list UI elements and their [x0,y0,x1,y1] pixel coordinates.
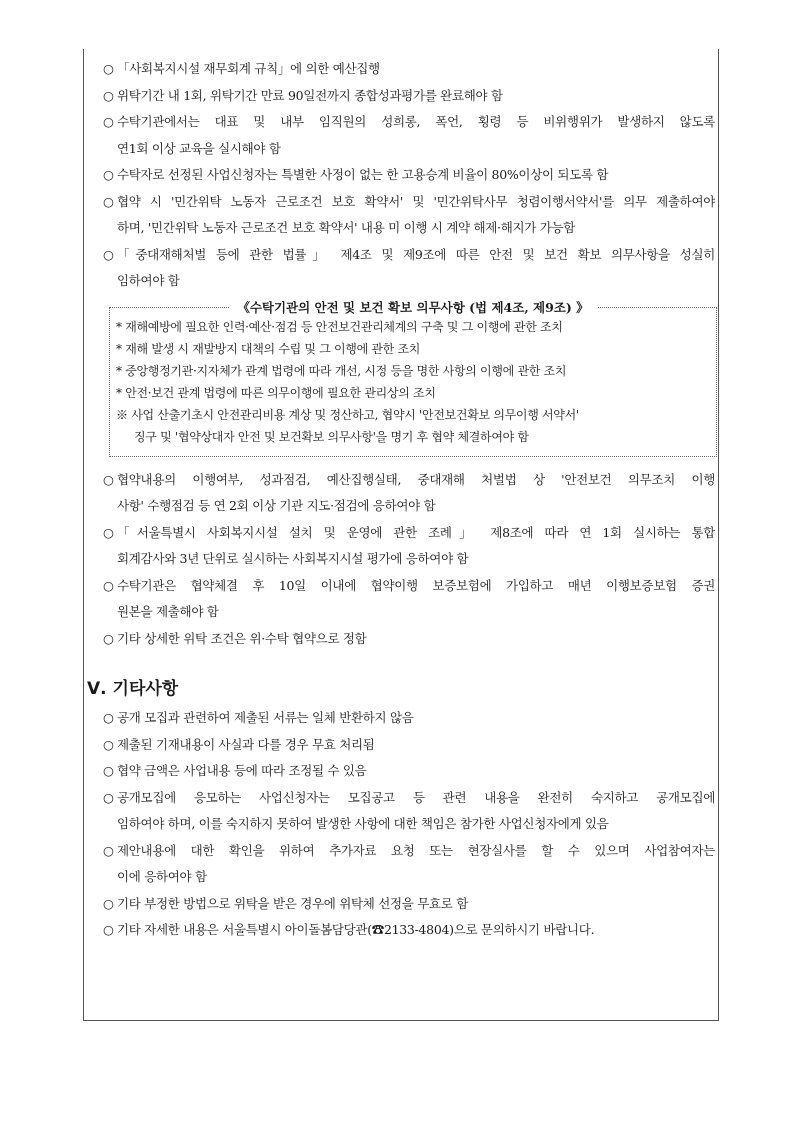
bullet-circle-icon: ○ [103,114,114,129]
condition-item [103,626,715,653]
item-text-line: 하며, '민간위탁 노동자 근로조건 보호 확약서' 내용 미 이행 시 계약 해제·해지가 가능함 [117,220,576,235]
other-matters-list [103,705,715,944]
safety-box-row: ※ 사업 산출기초시 안전관리비용 계상 및 정산하고, 협약시 '안전보건확보 의무이행 서약서' [116,407,579,422]
condition-item [103,242,715,295]
bullet-circle-icon: ○ [103,193,114,209]
item-text-line: 「중대재해처벌 등에 관한 법률」 제4조 및 제9조에 따른 안전 및 보건 확보 의무사항을 성실히 [117,246,715,262]
conditions-list-continued [103,467,715,653]
item-text-line: 회계감사와 3년 단위로 실시하는 사회복지시설 평가에 응하여야 함 [117,551,469,566]
bullet-circle-icon: ○ [103,577,114,593]
item-text-line: 연1회 이상 교육을 실시해야 함 [117,140,281,156]
safety-obligations-box [109,299,717,457]
condition-item [103,109,715,162]
bullet-circle-icon: ○ [103,922,114,937]
condition-item [103,467,715,520]
bullet-circle-icon: ○ [103,61,114,76]
condition-item [103,189,715,242]
other-matter-item [103,785,715,838]
item-text-line: 「서울특별시 사회복지시설 설치 및 운영에 관한 조례」 제8조에 따라 연 1회 실시하는 통합 [117,524,715,540]
item-text-line: 수탁자로 선정된 사업신청자는 특별한 사정이 없는 한 고용승계 비율이 80%이상이 되도록 함 [117,167,609,182]
bullet-circle-icon: ○ [103,736,114,752]
bullet-circle-icon: ○ [103,471,114,487]
item-text-line: 이에 응하여야 함 [117,869,207,884]
safety-box-rows [116,316,710,448]
item-text-line: 제안내용에 대한 확인을 위하여 추가자료 요청 또는 현장실사를 할 수 있으며 사업참여자는 [117,842,715,858]
item-text-line: 수탁기관에서는 대표 및 내부 임직원의 성희롱, 폭언, 횡령 등 비위행위가 발생하지 않도록 [117,114,715,129]
other-matter-item [103,891,715,918]
item-text-line: 「사회복지시설 재무회계 규칙」에 의한 예산집행 [117,61,380,76]
item-text-line: 사항' 수행점검 등 연 2회 이상 기관 지도·점검에 응하여야 함 [117,498,436,513]
safety-box-title [110,298,716,316]
condition-item [103,56,715,83]
condition-item [103,162,715,189]
item-text-line: 기타 자세한 내용은 서울특별시 아이돌봄담당관(☎2133-4804)으로 문의하시기 바랍니다. [117,922,595,937]
bullet-circle-icon: ○ [103,763,114,778]
item-text-line: 기타 상세한 위탁 조건은 위·수탁 협약으로 정함 [117,630,367,646]
other-matter-item [103,917,715,944]
item-text-line: 제출된 기재내용이 사실과 다를 경우 무효 처리됨 [117,736,375,752]
other-matter-item [103,732,715,759]
item-text-line: 임하여야 함 [117,273,180,288]
item-text-line: 원본을 제출해야 함 [117,604,219,619]
bullet-circle-icon: ○ [103,895,114,911]
bullet-circle-icon: ○ [103,87,114,103]
safety-box-title-text: 《수탁기관의 안전 및 보건 확보 의무사항 (법 제4조, 제9조) 》 [229,300,596,315]
safety-box-row: * 재해 발생 시 재발방지 대책의 수립 및 그 이행에 관한 조치 [116,341,421,356]
conditions-list [103,56,715,295]
item-text-line: 기타 부정한 방법으로 위탁을 받은 경우에 위탁체 선정을 무효로 함 [117,895,468,911]
safety-box-row: 징구 및 '협약상대자 안전 및 보건확보 의무사항'을 명기 후 협약 체결하여야 함 [134,429,529,444]
item-text-line: 위탁기간 내 1회, 위탁기간 만료 90일전까지 종합성과평가를 완료해야 함 [117,87,503,103]
condition-item [103,520,715,573]
document-content [87,56,715,944]
item-text-line: 임하여야 하며, 이를 숙지하지 못하여 발생한 사항에 대한 책임은 참가한 사업신청자에게 있음 [117,816,609,831]
item-text-line: 공개모집에 응모하는 사업신청자는 모집공고 등 관련 내용을 완전히 숙지하고 공개모집에 [117,789,715,805]
item-text-line: 수탁기관은 협약체결 후 10일 이내에 협약이행 보증보험에 가입하고 매년 이행보증보험 증권 [117,577,715,593]
bullet-circle-icon: ○ [103,246,114,262]
item-text-line: 협약내용의 이행여부, 성과점검, 예산집행실태, 중대재해 처벌법 상 '안전보건 의무조치 이행 [117,471,715,487]
bullet-circle-icon: ○ [103,630,114,646]
section-title-v: Ⅴ. 기타사항 [87,679,179,699]
bullet-circle-icon: ○ [103,842,114,858]
safety-box-row: * 재해예방에 필요한 인력·예산·점검 등 안전보건관리체계의 구축 및 그 이행에 관한 조치 [116,319,563,334]
condition-item [103,573,715,626]
item-text-line: 협약 시 '민간위탁 노동자 근로조건 보호 확약서' 및 '민간위탁사무 청렴이행서약서'를 의무 제출하여야 [117,193,715,209]
other-matter-item [103,758,715,785]
bullet-circle-icon: ○ [103,167,114,182]
other-matter-item [103,705,715,732]
bullet-circle-icon: ○ [103,524,114,540]
other-matter-item [103,838,715,891]
bullet-circle-icon: ○ [103,789,114,805]
safety-box-row: * 안전·보건 관계 법령에 따른 의무이행에 필요한 관리상의 조치 [116,385,436,400]
bullet-circle-icon: ○ [103,710,114,725]
item-text-line: 공개 모집과 관련하여 제출된 서류는 일체 반환하지 않음 [117,710,414,725]
safety-box-row: * 중앙행정기관·지자체가 관계 법령에 따라 개선, 시정 등을 명한 사항의 이행에 관한 조치 [116,363,567,378]
item-text-line: 협약 금액은 사업내용 등에 따라 조정될 수 있음 [117,763,367,778]
condition-item [103,83,715,110]
